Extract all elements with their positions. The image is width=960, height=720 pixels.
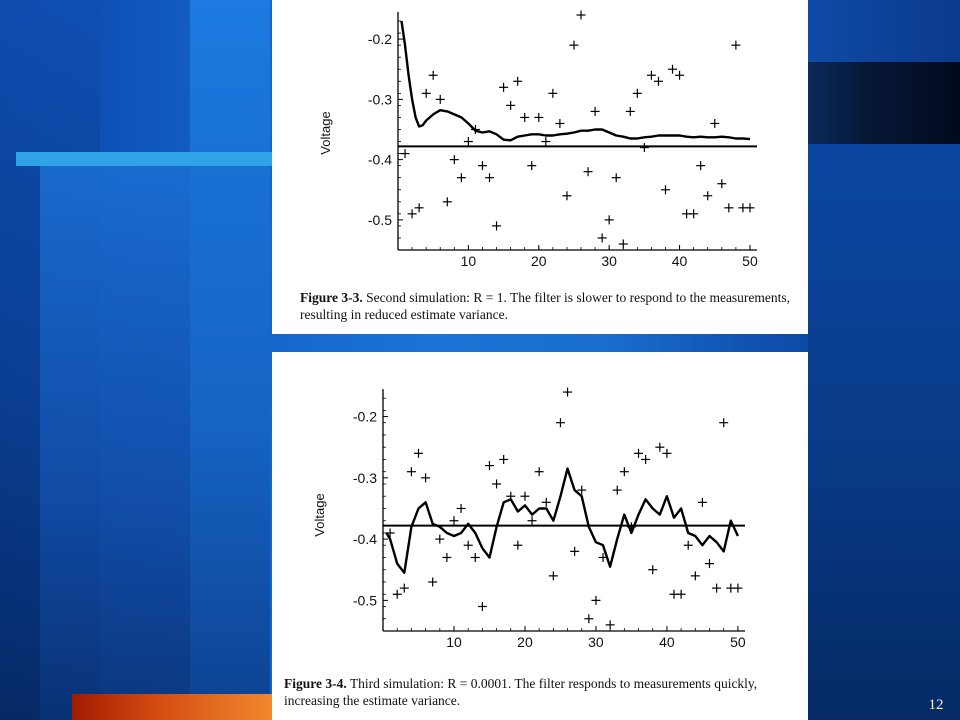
- measurement-point: [408, 209, 417, 218]
- measurement-point: [492, 479, 501, 488]
- measurement-point: [421, 473, 430, 482]
- measurement-point: [400, 584, 409, 593]
- cyan-accent-bar: [16, 152, 274, 166]
- measurement-point: [393, 590, 402, 599]
- measurement-point: [542, 498, 551, 507]
- y-tick-label: -0.5: [367, 211, 392, 228]
- measurement-point: [634, 449, 643, 458]
- measurement-point: [677, 590, 686, 599]
- measurement-point: [535, 467, 544, 476]
- measurement-point: [449, 516, 458, 525]
- measurement-point: [661, 185, 670, 194]
- measurement-point: [612, 173, 621, 182]
- background-band: [190, 0, 270, 720]
- measurement-point: [696, 161, 705, 170]
- figure-caption-1: [300, 289, 800, 323]
- measurement-point: [401, 149, 410, 158]
- measurement-point: [499, 455, 508, 464]
- y-tick-label: -0.4: [367, 151, 392, 168]
- measurement-point: [633, 89, 642, 98]
- measurement-point: [534, 113, 543, 122]
- measurement-point: [556, 418, 565, 427]
- measurement-point: [513, 541, 522, 550]
- y-axis-label: Voltage: [312, 493, 327, 537]
- measurement-point: [464, 137, 473, 146]
- chart-r-1: [272, 0, 808, 285]
- caption-label: Figure 3-4.: [284, 676, 347, 691]
- measurement-point: [577, 11, 586, 20]
- measurement-point: [555, 119, 564, 128]
- y-tick-label: -0.2: [352, 408, 377, 425]
- measurement-point: [415, 203, 424, 212]
- caption-text: Second simulation: R = 1. The filter is slower to respond to the measurements, resulting in reduced estimate variance.: [300, 290, 791, 322]
- x-tick-label: 20: [530, 253, 547, 269]
- y-tick-label: -0.3: [352, 469, 377, 486]
- chart-r-0-0001: [272, 352, 808, 672]
- measurement-point: [520, 113, 529, 122]
- measurement-point: [712, 584, 721, 593]
- measurement-point: [689, 209, 698, 218]
- measurement-point: [591, 596, 600, 605]
- x-tick-label: 40: [659, 634, 675, 650]
- measurement-point: [563, 388, 572, 397]
- measurement-point: [520, 492, 529, 501]
- slide-number: 12: [928, 697, 944, 713]
- measurement-point: [457, 504, 466, 513]
- measurement-point: [668, 65, 677, 74]
- measurement-point: [429, 71, 438, 80]
- measurement-point: [513, 77, 522, 86]
- measurement-point: [626, 107, 635, 116]
- measurement-point: [641, 455, 650, 464]
- measurement-point: [698, 498, 707, 507]
- measurement-point: [485, 173, 494, 182]
- measurement-point: [457, 173, 466, 182]
- measurement-point: [591, 107, 600, 116]
- measurement-point: [684, 541, 693, 550]
- measurement-point: [549, 571, 558, 580]
- dark-accent-block: [808, 62, 960, 144]
- background-band: [808, 144, 960, 720]
- caption-text: Third simulation: R = 0.0001. The filter responds to measurements quickly, increasing the estimate variance.: [284, 676, 758, 708]
- measurement-point: [464, 541, 473, 550]
- measurement-point: [541, 137, 550, 146]
- measurement-point: [598, 233, 607, 242]
- measurement-point: [662, 449, 671, 458]
- x-tick-label: 10: [446, 634, 462, 650]
- measurement-point: [450, 155, 459, 164]
- measurement-point: [436, 95, 445, 104]
- measurement-point: [717, 179, 726, 188]
- x-tick-label: 40: [671, 253, 688, 269]
- y-tick-label: -0.5: [352, 592, 377, 609]
- measurement-point: [499, 83, 508, 92]
- estimate-line: [387, 469, 738, 573]
- x-tick-label: 10: [460, 253, 477, 269]
- y-tick-label: -0.2: [367, 31, 392, 48]
- x-tick-label: 50: [742, 253, 758, 269]
- measurement-point: [654, 77, 663, 86]
- measurement-point: [613, 486, 622, 495]
- measurement-point: [655, 443, 664, 452]
- measurement-point: [584, 614, 593, 623]
- measurement-point: [606, 620, 615, 629]
- measurement-point: [724, 203, 733, 212]
- x-tick-label: 30: [601, 253, 617, 269]
- measurement-point: [647, 71, 656, 80]
- measurement-point: [443, 197, 452, 206]
- measurement-point: [584, 167, 593, 176]
- measurement-point: [620, 467, 629, 476]
- y-tick-label: -0.4: [352, 531, 377, 548]
- measurement-point: [605, 215, 614, 224]
- measurement-point: [570, 547, 579, 556]
- measurement-point: [675, 71, 684, 80]
- figure-panel-2: [272, 352, 808, 720]
- measurement-point: [527, 161, 536, 170]
- estimate-line: [402, 21, 751, 140]
- measurement-point: [733, 584, 742, 593]
- measurement-point: [703, 191, 712, 200]
- background-band: [40, 160, 190, 720]
- measurement-point: [569, 41, 578, 50]
- measurement-point: [407, 467, 416, 476]
- measurement-point: [506, 101, 515, 110]
- measurement-point: [705, 559, 714, 568]
- caption-label: Figure 3-3.: [300, 290, 363, 305]
- measurement-point: [414, 449, 423, 458]
- y-axis-label: Voltage: [318, 111, 333, 155]
- orange-accent-bar: [72, 694, 276, 720]
- measurement-point: [640, 143, 649, 152]
- measurement-point: [422, 89, 431, 98]
- measurement-point: [528, 516, 537, 525]
- y-tick-label: -0.3: [367, 91, 392, 108]
- measurement-point: [731, 41, 740, 50]
- measurement-point: [719, 418, 728, 427]
- figure-panel-1: [272, 0, 808, 334]
- measurement-point: [710, 119, 719, 128]
- measurement-point: [435, 535, 444, 544]
- measurement-point: [745, 203, 754, 212]
- measurement-point: [428, 577, 437, 586]
- x-tick-label: 20: [517, 634, 533, 650]
- measurement-point: [442, 553, 451, 562]
- measurement-point: [471, 553, 480, 562]
- x-tick-label: 30: [588, 634, 604, 650]
- figure-caption-2: [284, 675, 804, 709]
- x-tick-label: 50: [730, 634, 746, 650]
- measurement-point: [562, 191, 571, 200]
- measurement-point: [648, 565, 657, 574]
- measurement-point: [492, 221, 501, 230]
- measurement-point: [619, 239, 628, 248]
- measurement-point: [478, 161, 487, 170]
- measurement-point: [478, 602, 487, 611]
- measurement-point: [548, 89, 557, 98]
- measurement-point: [485, 461, 494, 470]
- measurement-point: [691, 571, 700, 580]
